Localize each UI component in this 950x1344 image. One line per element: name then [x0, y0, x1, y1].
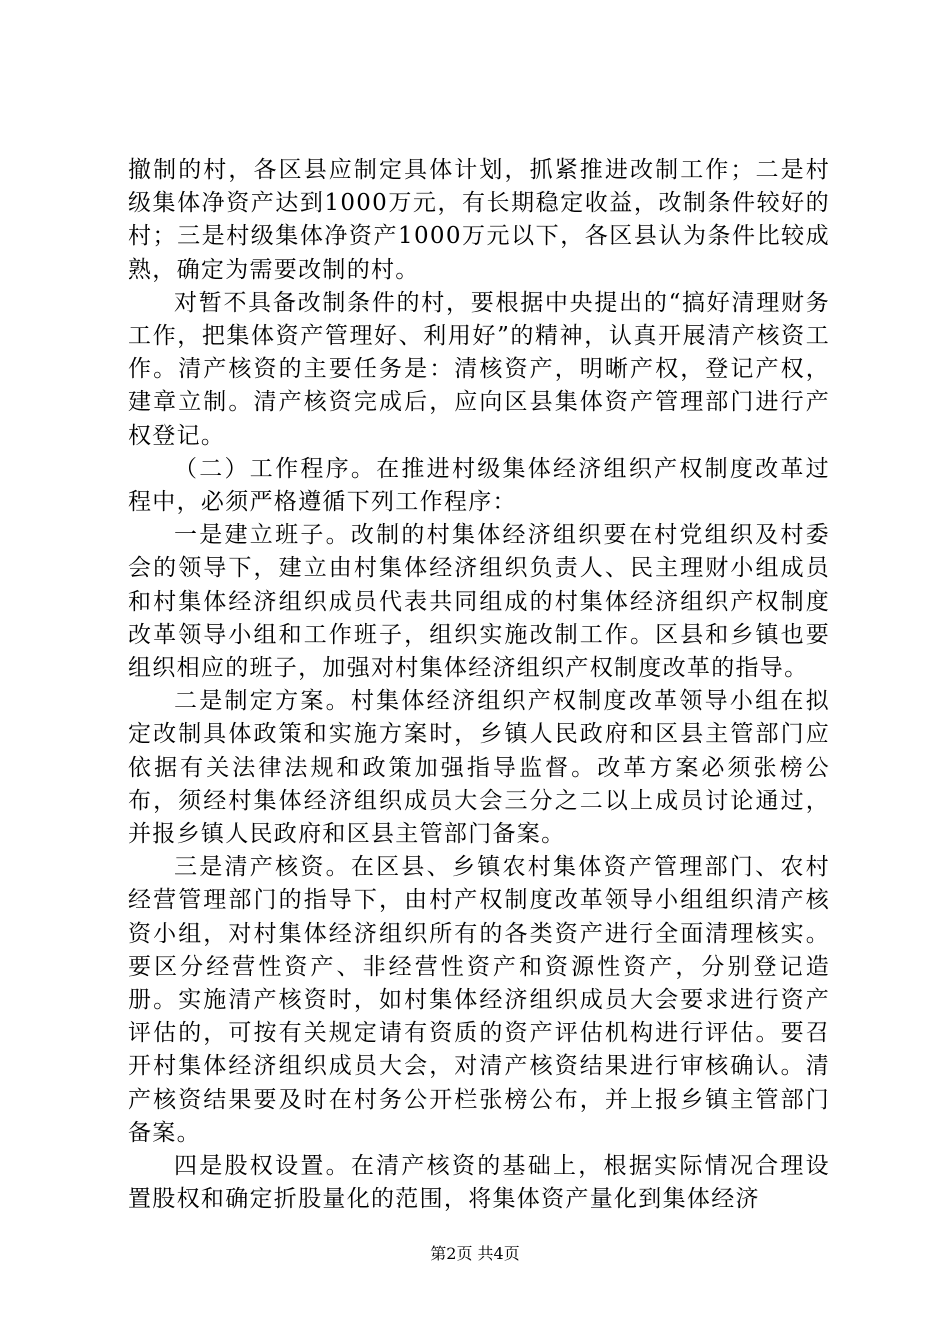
document-body — [128, 154, 830, 1217]
paragraph-work-procedure-heading: （二）工作程序。在推进村级集体经济组织产权制度改革过程中，必须严格遵循下列工作程序： — [128, 455, 830, 516]
paragraph-asset-verification-intro: 对暂不具备改制条件的村，要根据中央提出的“搞好清理财务工作，把集体资产管理好、利用好”的精神，认真开展清产核资工作。清产核资的主要任务是：清核资产，明晰产权，登记产权，建章立制。清产核资完成后，应向区县集体资产管理部门进行产权登记。 — [128, 289, 830, 449]
page-number-footer: 第2页 共4页 — [430, 1244, 520, 1263]
paragraph-step-three: 三是清产核资。在区县、乡镇农村集体资产管理部门、农村经营管理部门的指导下，由村产权制度改革领导小组组织清产核资小组，对村集体经济组织所有的各类资产进行全面清理核实。要区分经营性资产、非经营性资产和资源性资产，分别登记造册。实施清产核资时，如村集体经济组织成员大会要求进行资产评估的，可按有关规定请有资质的资产评估机构进行评估。要召开村集体经济组织成员大会，对清产核资结果进行审核确认。清产核资结果要及时在村务公开栏张榜公布，并上报乡镇主管部门备案。 — [128, 854, 830, 1146]
paragraph-step-four: 四是股权设置。在清产核资的基础上，根据实际情况合理设置股权和确定折股量化的范围，将集体资产量化到集体经济 — [128, 1153, 830, 1213]
paragraph-step-two: 二是制定方案。村集体经济组织产权制度改革领导小组在拟定改制具体政策和实施方案时，乡镇人民政府和区县主管部门应依据有关法律法规和政策加强指导监督。改革方案必须张榜公布，须经村集体经济组织成员大会三分之二以上成员讨论通过，并报乡镇人民政府和区县主管部门备案。 — [128, 688, 830, 848]
paragraph-step-one: 一是建立班子。改制的村集体经济组织要在村党组织及村委会的领导下，建立由村集体经济组织负责人、民主理财小组成员和村集体经济组织成员代表共同组成的村集体经济组织产权制度改革领导小组和工作班子，组织实施改制工作。区县和乡镇也要组织相应的班子，加强对村集体经济组织产权制度改革的指导。 — [128, 522, 830, 682]
paragraph-continuation: 撤制的村，各区县应制定具体计划，抓紧推进改制工作；二是村级集体净资产达到1000万元，有长期稳定收益，改制条件较好的村；三是村级集体净资产1000万元以下，各区县认为条件比较成熟，确定为需要改制的村。 — [128, 157, 830, 283]
